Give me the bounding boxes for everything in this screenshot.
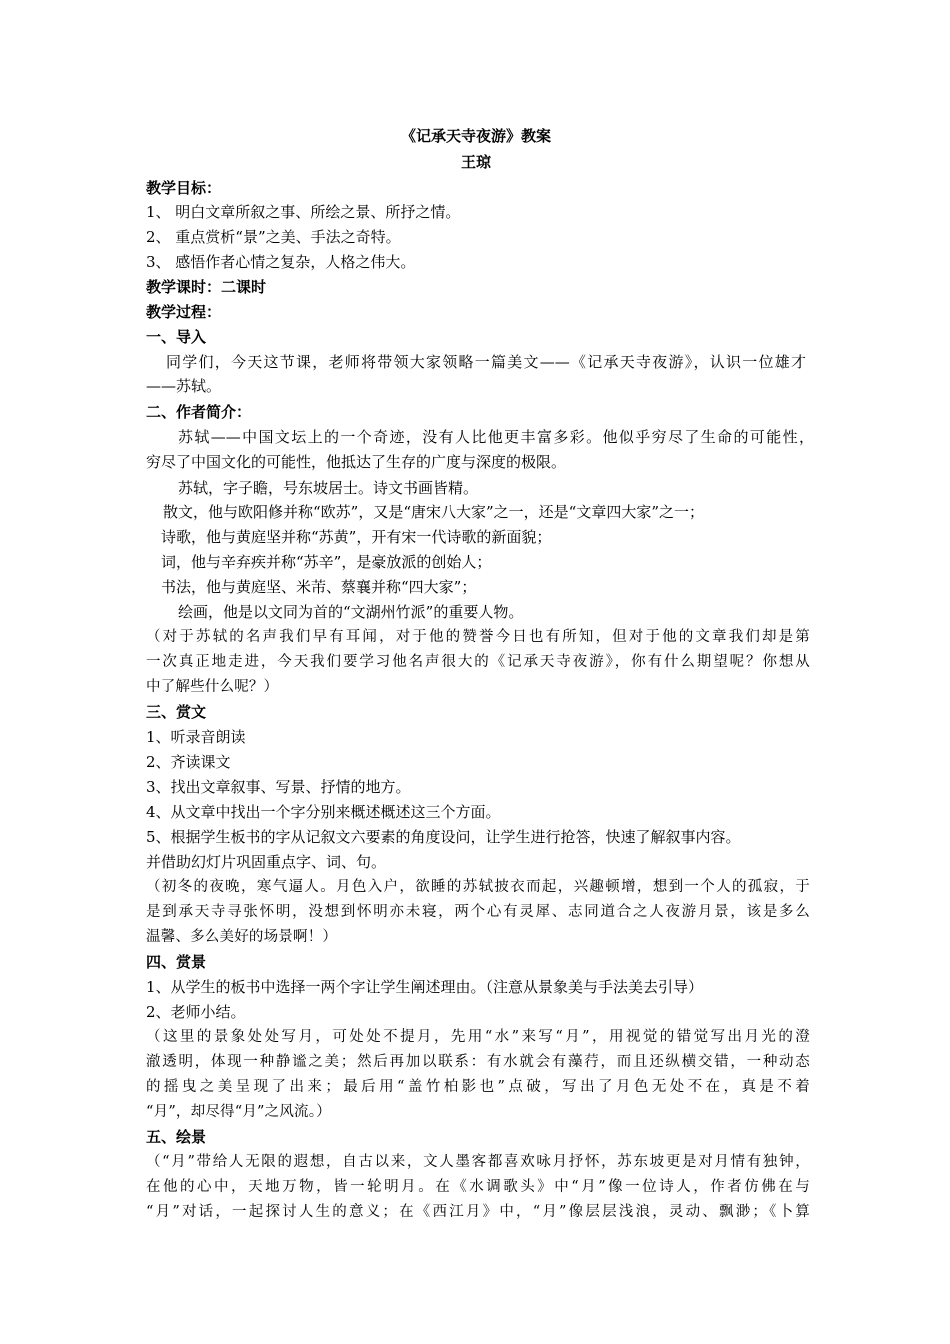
note-line: “月”，却尽得“月”之风流。） (146, 1104, 331, 1120)
note-line: 中了解些什么呢？） (146, 679, 279, 695)
note-line: 一次真正地走进，今天我们要学习他名声很大的《记承天寺夜游》，你有什么期望呢？你想从 (146, 654, 810, 670)
paragraph-line: 书法，他与黄庭坚、米芾、蔡襄并称“四大家”； (161, 578, 477, 596)
note-line: 的摇曳之美呈现了出来；最后用“盖竹柏影也”点破，写出了月色无处不在，真是不着 (146, 1079, 810, 1095)
paragraph-line: 词，他与辛弃疾并称“苏辛”，是豪放派的创始人； (161, 553, 492, 571)
section-heading-appreciate-text: 三、赏文 (146, 703, 207, 721)
note-line: 温馨、多么美好的场景啊！） (146, 929, 338, 945)
step-item: 并借助幻灯片巩固重点字、词、句。 (146, 853, 387, 871)
note-line: “月”对话，一起探讨人生的意义；在《西江月》中，“月”像层层浅浪，灵动、飘渺；《卜算 (146, 1204, 810, 1220)
step-item: 5、根据学生板书的字从记叙文六要素的角度设问，让学生进行抢答，快速了解叙事内容。 (146, 828, 741, 846)
note-line: （初冬的夜晚，寒气逼人。月色入户，欲睡的苏轼披衣而起，兴趣顿增，想到一个人的孤寂，于 (146, 879, 810, 895)
paragraph-line: ——苏轼。 (146, 377, 222, 395)
section-heading-author: 二、作者简介： (146, 403, 252, 421)
paragraph-line: 绘画，他是以文同为首的“文湖州竹派”的重要人物。 (178, 603, 524, 621)
paragraph-line: 苏轼，字子瞻，号东坡居士。诗文书画皆精。 (178, 479, 479, 497)
paragraph-line: 苏轼——中国文坛上的一个奇迹，没有人比他更丰富多彩。他似乎穷尽了生命的可能性， (178, 428, 814, 446)
section-heading-process: 教学过程： (146, 303, 222, 321)
goal-item: 1、 明白文章所叙之事、所绘之景、所抒之情。 (146, 203, 461, 221)
goal-item: 3、 感悟作者心情之复杂，人格之伟大。 (146, 253, 416, 271)
section-heading-goals: 教学目标： (146, 179, 222, 197)
step-item: 3、找出文章叙事、写景、抒情的地方。 (146, 778, 411, 796)
goal-item: 2、 重点赏析“景”之美、手法之奇特。 (146, 228, 401, 246)
note-line: 在他的心中，天地万物，皆一轮明月。在《水调歌头》中“月”像一位诗人，作者仿佛在与 (146, 1179, 810, 1195)
note-line: 是到承天寺寻张怀明，没想到怀明亦未寝，两个心有灵犀、志同道合之人夜游月景，该是多么 (146, 904, 810, 920)
note-line: （对于苏轼的名声我们早有耳闻，对于他的赞誉今日也有所知，但对于他的文章我们却是第 (146, 629, 810, 645)
note-line: 澈透明，体现一种静谧之美；然后再加以联系：有水就会有藻荇，而且还纵横交错，一种动态 (146, 1054, 810, 1070)
step-item: 4、从文章中找出一个字分别来概述概述这三个方面。 (146, 803, 501, 821)
section-heading-draw-scene: 五、绘景 (146, 1128, 207, 1146)
document-author: 王琼 (460, 153, 491, 171)
note-line: （这里的景象处处写月，可处处不提月，先用“水”来写“月”，用视觉的错觉写出月光的澄 (146, 1029, 810, 1045)
document-title: 《记承天寺夜游》教案 (400, 127, 551, 145)
step-item: 2、齐读课文 (146, 753, 231, 771)
section-heading-intro: 一、导入 (146, 328, 207, 346)
paragraph-line: 穷尽了中国文化的可能性，他抵达了生存的广度与深度的极限。 (146, 453, 567, 471)
section-heading-hours: 教学课时：二课时 (146, 278, 267, 296)
step-item: 1、从学生的板书中选择一两个字让学生阐述理由。（注意从景象美与手法美去引导） (146, 978, 704, 996)
note-line: （“月”带给人无限的遐想，自古以来，文人墨客都喜欢咏月抒怀，苏东坡更是对月情有独钟， (146, 1154, 810, 1170)
paragraph-line: 同学们，今天这节课，老师将带领大家领略一篇美文——《记承天寺夜游》，认识一位雄才 (166, 353, 806, 371)
paragraph-line: 散文，他与欧阳修并称“欧苏”，又是“唐宋八大家”之一，还是“文章四大家”之一； (163, 503, 705, 521)
step-item: 1、听录音朗读 (146, 728, 246, 746)
paragraph-line: 诗歌，他与黄庭坚并称“苏黄”，开有宋一代诗歌的新面貌； (161, 528, 552, 546)
step-item: 2、老师小结。 (146, 1003, 246, 1021)
section-heading-appreciate-scene: 四、赏景 (146, 953, 207, 971)
